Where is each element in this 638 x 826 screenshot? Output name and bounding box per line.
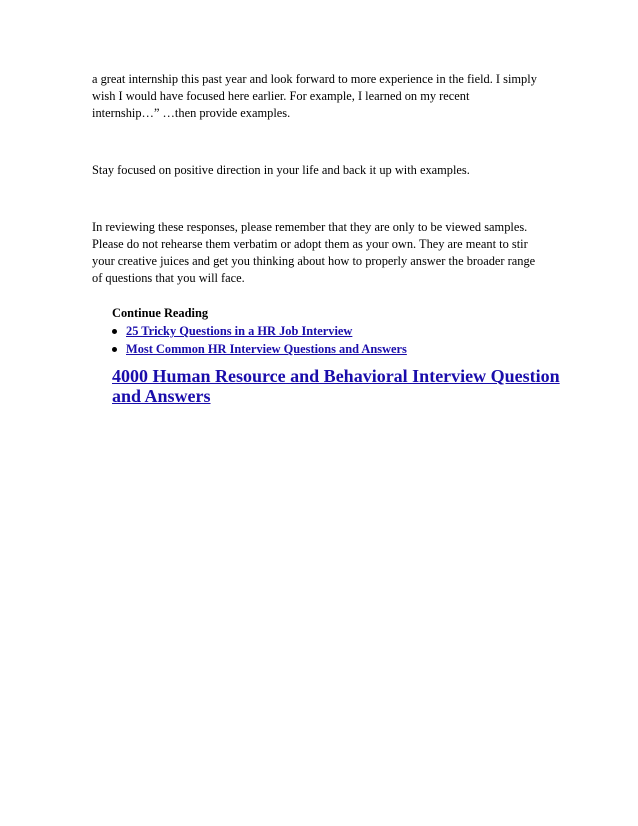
text-line: Stay focused on positive direction in your life and back it up with examples. [92, 163, 470, 177]
continue-reading-list [112, 322, 407, 358]
text-line: internship…” …then provide examples. [92, 106, 291, 120]
link-tricky-questions[interactable]: 25 Tricky Questions in a HR Job Interview [126, 324, 353, 338]
text-line: a great internship this past year and look forward to more experience in the field. I simply [92, 72, 537, 86]
list-item [112, 322, 407, 340]
text-line: In reviewing these responses, please remember that they are only to be viewed samples. [92, 220, 528, 234]
paragraph-reviewing [92, 219, 562, 287]
big-link-container [112, 366, 560, 406]
paragraph-stay-focused [92, 162, 562, 179]
bullet-icon [112, 347, 117, 352]
link-line: and Answers [112, 386, 211, 406]
link-common-hr-questions[interactable]: Most Common HR Interview Questions and Answers [126, 342, 407, 356]
link-4000-questions[interactable] [112, 366, 560, 406]
list-item [112, 340, 407, 358]
text-line: wish I would have focused here earlier. For example, I learned on my recent [92, 89, 470, 103]
link-line: 4000 Human Resource and Behavioral Interview Question [112, 366, 560, 386]
text-line: Please do not rehearse them verbatim or adopt them as your own. They are meant to stir [92, 237, 528, 251]
text-line: of questions that you will face. [92, 271, 245, 285]
continue-reading-heading: Continue Reading [112, 306, 209, 320]
bullet-icon [112, 329, 117, 334]
paragraph-internship [92, 71, 562, 122]
text-line: your creative juices and get you thinking about how to properly answer the broader range [92, 254, 536, 268]
